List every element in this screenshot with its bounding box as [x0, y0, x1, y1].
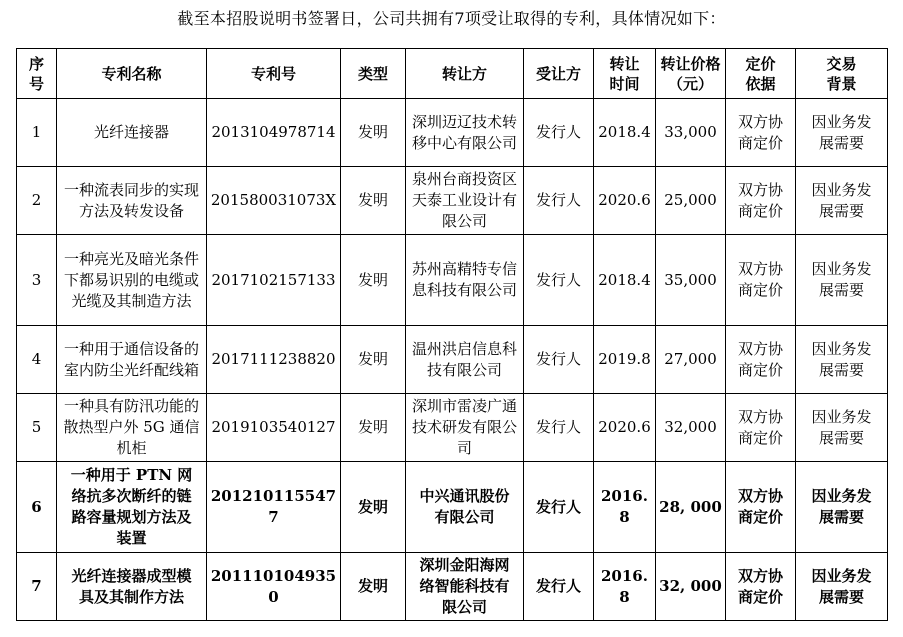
cell-price: 35,000: [656, 235, 726, 326]
header-patent-no: 专利号: [207, 49, 341, 99]
cell-patent-no: 2017102157133: [207, 235, 341, 326]
cell-transferee: 发行人: [524, 326, 594, 394]
cell-name: 光纤连接器成型模具及其制作方法: [57, 553, 207, 621]
cell-price: 28, 000: [656, 462, 726, 553]
cell-name: 一种亮光及暗光条件下都易识别的电缆或光缆及其制造方法: [57, 235, 207, 326]
cell-pricing: 双方协商定价: [726, 99, 796, 167]
cell-time: 2020.6: [594, 167, 656, 235]
cell-pricing: 双方协商定价: [726, 462, 796, 553]
cell-name: 一种流表同步的实现方法及转发设备: [57, 167, 207, 235]
cell-price: 33,000: [656, 99, 726, 167]
cell-name: 光纤连接器: [57, 99, 207, 167]
cell-price: 32, 000: [656, 553, 726, 621]
cell-transferor: 深圳迈辽技术转移中心有限公司: [406, 99, 524, 167]
header-background: 交易背景: [796, 49, 888, 99]
cell-transferor: 苏州高精特专信息科技有限公司: [406, 235, 524, 326]
cell-name: 一种具有防汛功能的散热型户外 5G 通信机柜: [57, 394, 207, 462]
cell-patent-no: 2013104978714: [207, 99, 341, 167]
cell-pricing: 双方协商定价: [726, 326, 796, 394]
cell-time: 2018.4: [594, 235, 656, 326]
cell-type: 发明: [341, 235, 406, 326]
cell-time: 2016. 8: [594, 462, 656, 553]
table-row: [17, 326, 888, 394]
cell-background: 因业务发展需要: [796, 167, 888, 235]
cell-transferor: 温州洪启信息科技有限公司: [406, 326, 524, 394]
cell-background: 因业务发展需要: [796, 99, 888, 167]
cell-no: 6: [17, 462, 57, 553]
cell-no: 2: [17, 167, 57, 235]
header-pricing: 定价依据: [726, 49, 796, 99]
cell-no: 7: [17, 553, 57, 621]
table-row: [17, 167, 888, 235]
cell-transferor: 中兴通讯股份有限公司: [406, 462, 524, 553]
table-row: [17, 99, 888, 167]
header-price: 转让价格（元）: [656, 49, 726, 99]
cell-background: 因业务发展需要: [796, 394, 888, 462]
cell-patent-no: 2012101155477: [207, 462, 341, 553]
cell-type: 发明: [341, 394, 406, 462]
cell-type: 发明: [341, 99, 406, 167]
cell-transferee: 发行人: [524, 99, 594, 167]
header-time: 转让时间: [594, 49, 656, 99]
cell-no: 1: [17, 99, 57, 167]
cell-type: 发明: [341, 462, 406, 553]
cell-no: 4: [17, 326, 57, 394]
cell-transferee: 发行人: [524, 167, 594, 235]
cell-type: 发明: [341, 553, 406, 621]
cell-patent-no: 2011101049350: [207, 553, 341, 621]
header-type: 类型: [341, 49, 406, 99]
cell-name: 一种用于通信设备的室内防尘光纤配线箱: [57, 326, 207, 394]
cell-no: 5: [17, 394, 57, 462]
cell-patent-no: 201580031073X: [207, 167, 341, 235]
cell-background: 因业务发展需要: [796, 235, 888, 326]
cell-no: 3: [17, 235, 57, 326]
intro-text: 截至本招股说明书签署日，公司共拥有7项受让取得的专利，具体情况如下：: [177, 9, 726, 28]
cell-background: 因业务发展需要: [796, 462, 888, 553]
cell-price: 32,000: [656, 394, 726, 462]
header-transferee: 受让方: [524, 49, 594, 99]
table-row: [17, 462, 888, 553]
cell-transferee: 发行人: [524, 553, 594, 621]
cell-time: 2020.6: [594, 394, 656, 462]
cell-pricing: 双方协商定价: [726, 394, 796, 462]
cell-transferor: 深圳市雷凌广通技术研发有限公司: [406, 394, 524, 462]
cell-transferee: 发行人: [524, 235, 594, 326]
cell-patent-no: 2017111238820: [207, 326, 341, 394]
cell-time: 2018.4: [594, 99, 656, 167]
cell-transferee: 发行人: [524, 394, 594, 462]
cell-name: 一种用于 PTN 网络抗多次断纤的链路容量规划方法及装置: [57, 462, 207, 553]
patent-table: [16, 48, 888, 621]
cell-transferor: 深圳金阳海网络智能科技有限公司: [406, 553, 524, 621]
header-no: 序号: [17, 49, 57, 99]
cell-pricing: 双方协商定价: [726, 167, 796, 235]
cell-pricing: 双方协商定价: [726, 235, 796, 326]
table-row: [17, 235, 888, 326]
cell-type: 发明: [341, 167, 406, 235]
cell-background: 因业务发展需要: [796, 326, 888, 394]
header-transferor: 转让方: [406, 49, 524, 99]
cell-background: 因业务发展需要: [796, 553, 888, 621]
cell-price: 25,000: [656, 167, 726, 235]
cell-price: 27,000: [656, 326, 726, 394]
table-row: [17, 553, 888, 621]
cell-transferor: 泉州台商投资区天泰工业设计有限公司: [406, 167, 524, 235]
header-name: 专利名称: [57, 49, 207, 99]
table-row: [17, 394, 888, 462]
cell-pricing: 双方协商定价: [726, 553, 796, 621]
cell-time: 2019.8: [594, 326, 656, 394]
cell-transferee: 发行人: [524, 462, 594, 553]
cell-time: 2016. 8: [594, 553, 656, 621]
cell-patent-no: 2019103540127: [207, 394, 341, 462]
table-header-row: [17, 49, 888, 99]
cell-type: 发明: [341, 326, 406, 394]
